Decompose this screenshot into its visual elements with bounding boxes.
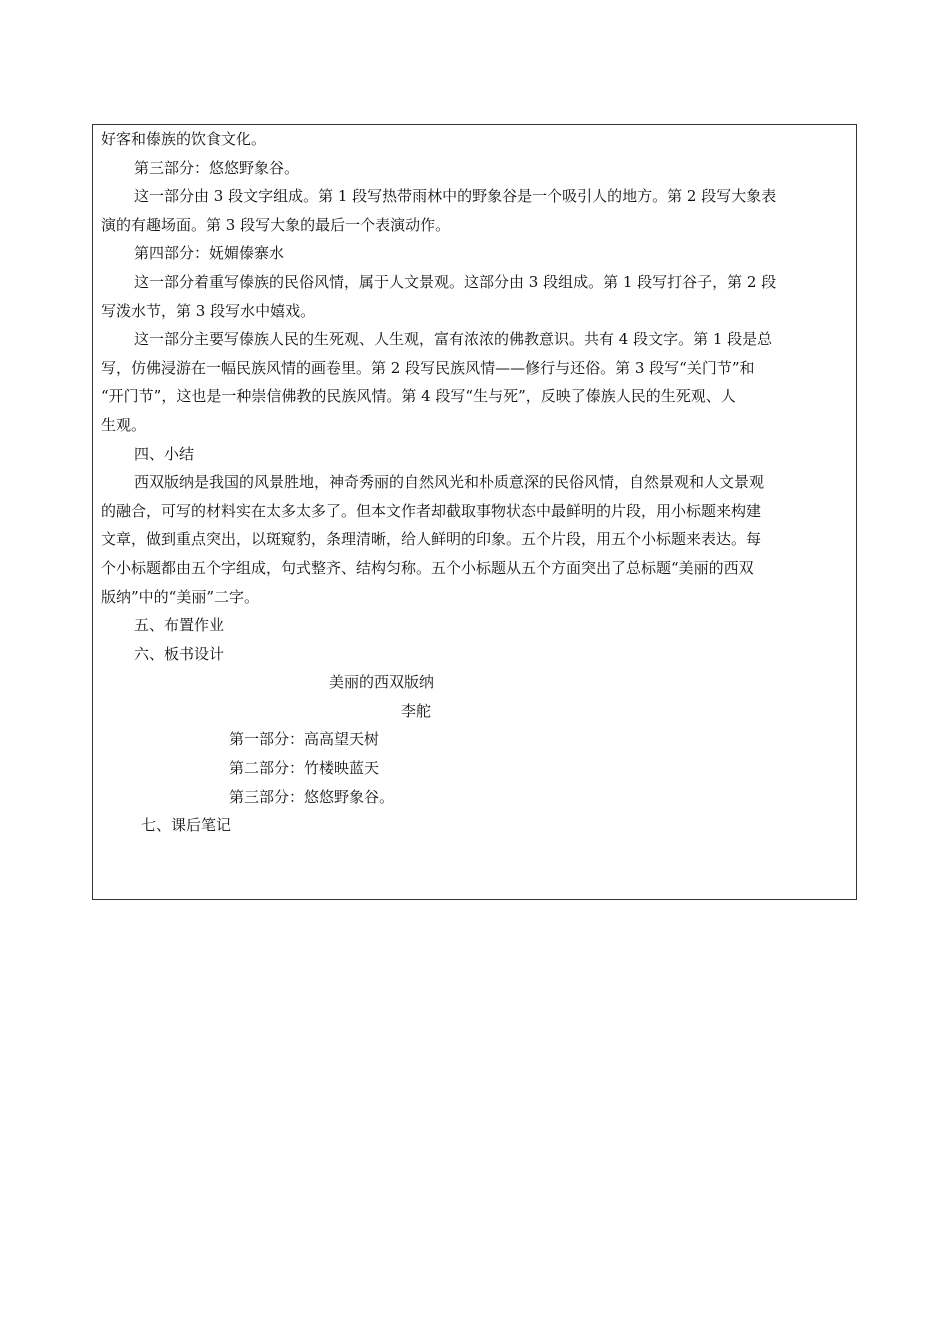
homework-heading: 五、布置作业 <box>134 616 225 635</box>
section-heading: 第四部分：妩媚傣寨水 <box>134 244 285 263</box>
paragraph-line: 这一部分着重写傣族的民俗风情，属于人文景观。这部分由 3 段组成。第 1 段写打谷子，第 2 段 <box>134 272 777 291</box>
paragraph-line: 好客和傣族的饮食文化。 <box>101 130 267 148</box>
board-item: 第三部分：悠悠野象谷。 <box>229 787 395 806</box>
board-item: 第二部分：竹楼映蓝天 <box>229 759 380 778</box>
paragraph-line: 的融合，可写的材料实在太多太多了。但本文作者却截取事物状态中最鲜明的片段，用小标题来构建 <box>101 501 762 520</box>
paragraph-line: 个小标题都由五个字组成，句式整齐、结构匀称。五个小标题从五个方面突出了总标题“美丽的西双 <box>101 558 754 577</box>
paragraph-line: 写泼水节，第 3 段写水中嬉戏。 <box>101 301 316 320</box>
paragraph-line: 这一部分由 3 段文字组成。第 1 段写热带雨林中的野象谷是一个吸引人的地方。第 2 段写大象表 <box>134 187 777 206</box>
paragraph-line: “开门节”，这也是一种崇信佛教的民族风情。第 4 段写“生与死”，反映了傣族人民的生死观、人 <box>101 387 736 406</box>
paragraph-line: 版纳”中的“美丽”二字。 <box>101 587 260 606</box>
board-title: 美丽的西双版纳 <box>329 673 435 692</box>
summary-heading: 四、小结 <box>134 444 195 463</box>
paragraph-line: 文章，做到重点突出，以斑窥豹，条理清晰，给人鲜明的印象。五个片段，用五个小标题来表达。每 <box>101 530 762 549</box>
board-item: 第一部分：高高望天树 <box>229 730 380 749</box>
lesson-table-cell <box>92 124 857 900</box>
lesson-text <box>101 125 848 840</box>
section-heading: 第三部分：悠悠野象谷。 <box>134 158 300 177</box>
paragraph-line: 这一部分主要写傣族人民的生死观、人生观，富有浓浓的佛教意识。共有 4 段文字。第 1 段是总 <box>134 330 773 349</box>
board-design-heading: 六、板书设计 <box>134 644 225 663</box>
notes-heading: 七、课后笔记 <box>141 816 232 835</box>
paragraph-line: 生观。 <box>101 415 147 434</box>
board-author: 李舵 <box>401 701 432 720</box>
paragraph-line: 西双版纳是我国的风景胜地，神奇秀丽的自然风光和朴质意深的民俗风情，自然景观和人文景观 <box>134 473 765 492</box>
paragraph-line: 写，仿佛浸游在一幅民族风情的画卷里。第 2 段写民族风情——修行与还俗。第 3 段写“关门节”和 <box>101 358 755 377</box>
paragraph-line: 演的有趣场面。第 3 段写大象的最后一个表演动作。 <box>101 215 451 234</box>
